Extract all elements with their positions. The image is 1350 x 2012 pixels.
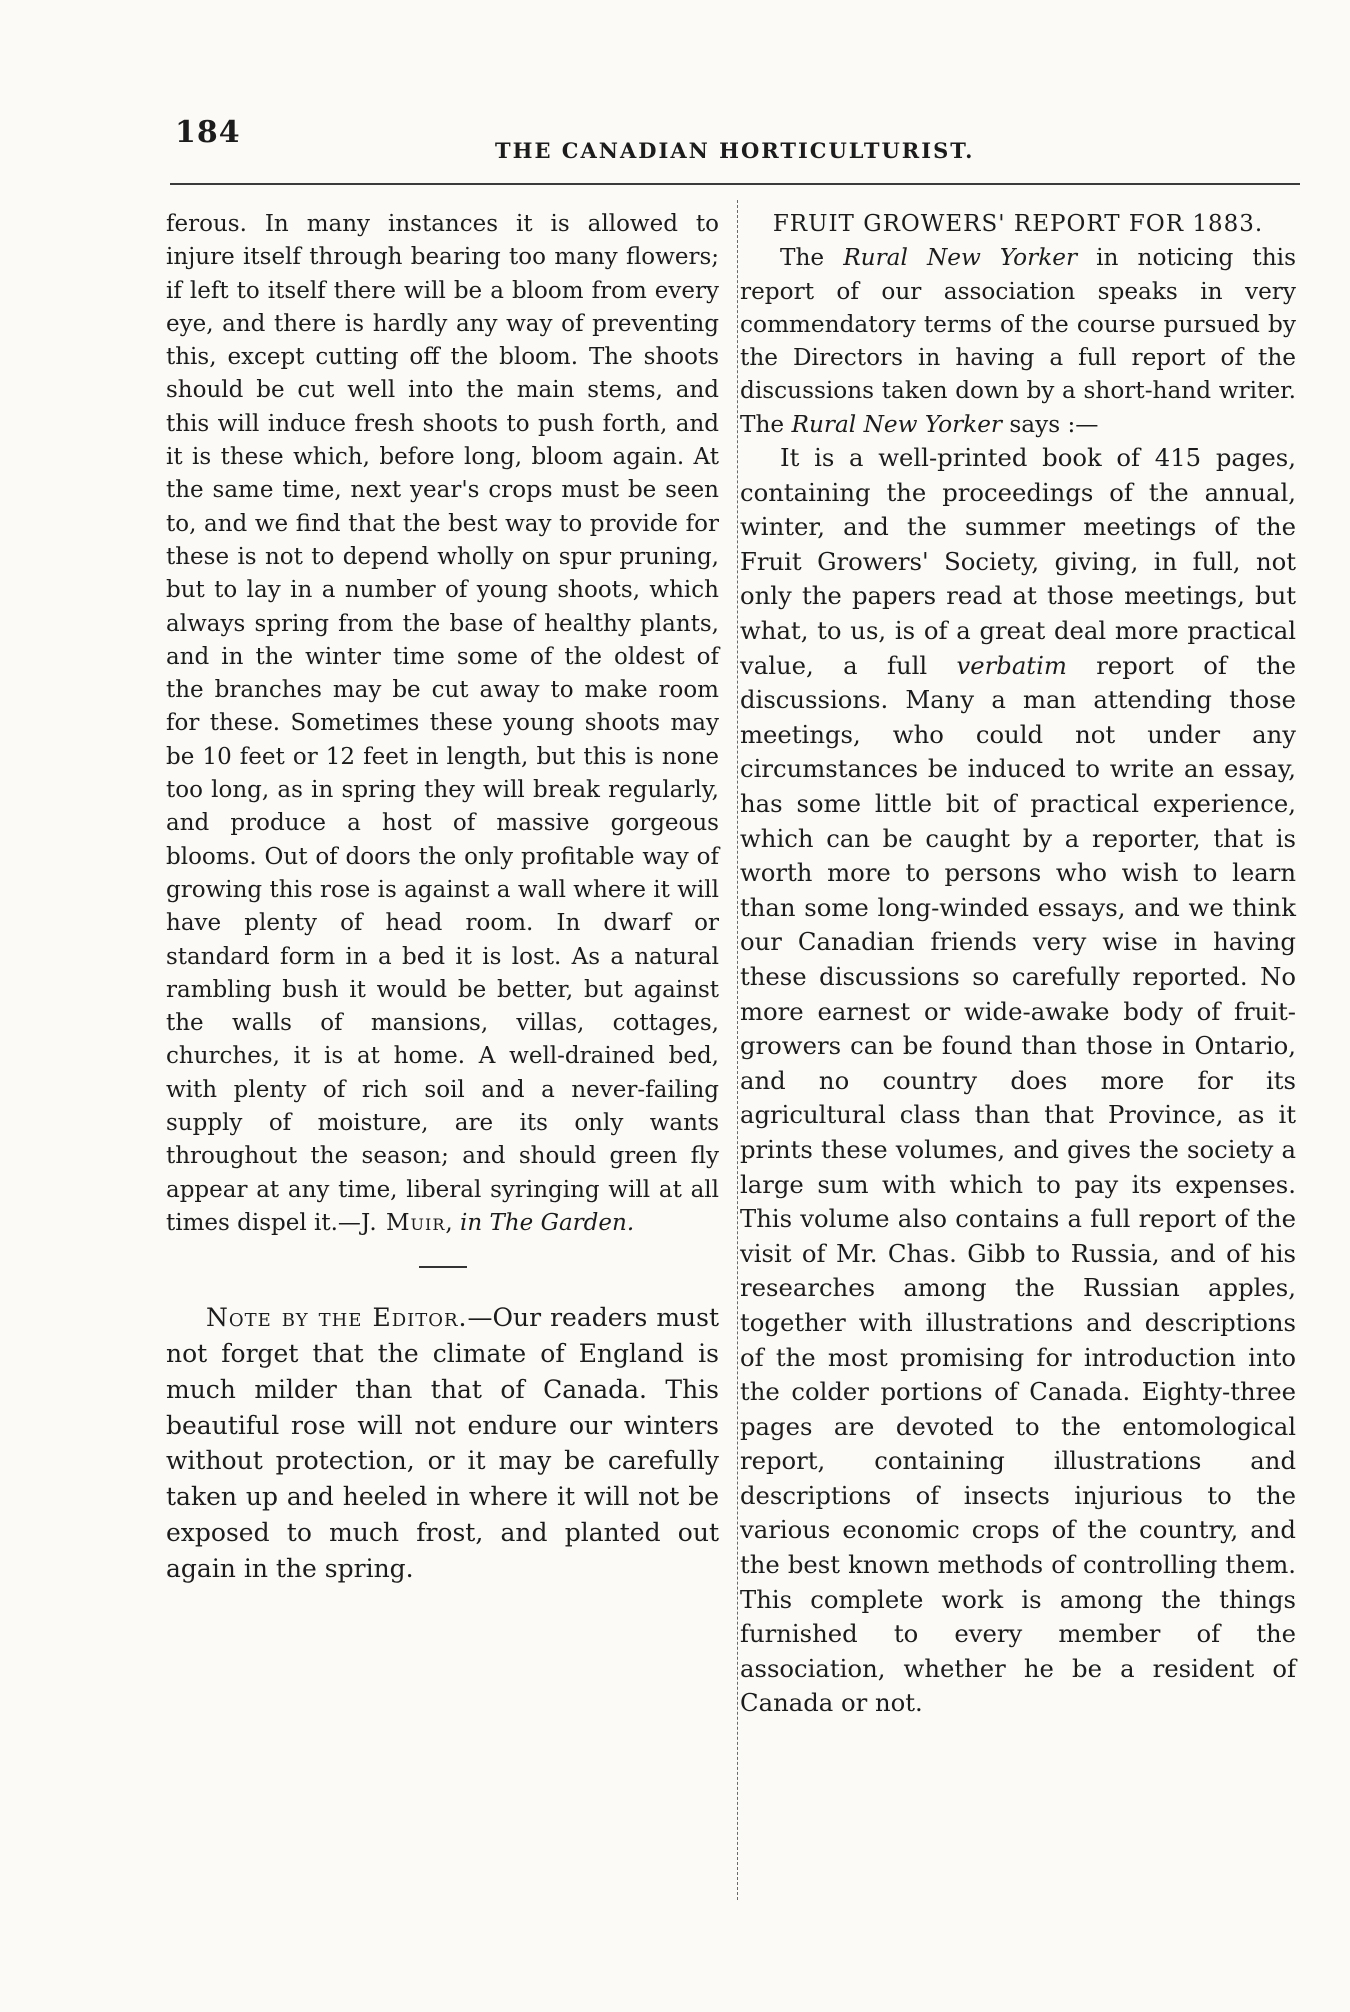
verbatim-word: verbatim	[956, 650, 1067, 680]
editor-note-label: Note by the Editor.	[206, 1303, 468, 1333]
signature-separator: ,	[445, 1209, 461, 1236]
signature-name: J. Muir	[360, 1209, 446, 1236]
intro-text-b: in noticing this report of our association speaks in very commendatory terms of the course pursued by the Directors in having a full report of the discussions taken down by a short-hand writer. The	[740, 244, 1296, 438]
intro-paragraph	[740, 241, 1296, 441]
signature-source: in The Garden.	[460, 1209, 635, 1236]
article-text: ferous. In many instances it is allowed to injure itself through bearing too many flowers; if left to itself there will be a bloom from every eye, and there is hardly any way of preventing this, except cutting off the bloom. The shoots should be cut well into the main stems, and this will induce fresh shoots to push forth, and it is these which, before long, bloom again. At the same time, next year's crops must be seen to, and we find that the best way to provide for these is not to depend wholly on spur pruning, but to lay in a number of young shoots, which always spring from the base of healthy plants, and in the winter time some of the oldest of the branches may be cut away to make room for these. Sometimes these young shoots may be 10 feet or 12 feet in length, but this is none too long, as in spring they will break regularly, and produce a host of massive gorgeous blooms. Out of doors the only profitable way of growing this rose is against a wall where it will have plenty of head room. In dwarf or standard form in a bed it is lost. As a natural rambling bush it would be better, but against the walls of mansions, villas, cottages, churches, it is at home. A well-drained bed, with plenty of rich soil and a never-failing supply of moisture, are its only wants throughout the season; and should green fly appear at any time, liberal syringing will at all times dispel it.—	[166, 211, 719, 1236]
left-column	[166, 208, 719, 1587]
intro-text-c: says :—	[1002, 410, 1099, 438]
header-rule	[170, 183, 1300, 185]
article-paragraph	[166, 208, 719, 1240]
quote-paragraph	[740, 441, 1296, 1721]
running-title: THE CANADIAN HORTICULTURIST.	[495, 138, 975, 163]
publication-name: Rural New Yorker	[843, 244, 1078, 272]
intro-text-a: The	[780, 244, 844, 272]
column-divider	[737, 200, 738, 1900]
quote-text-a: It is a well-printed book of 415 pages, containing the proceedings of the annual, winter, and the summer meetings of the Fruit Growers' Society, giving, in full, not only the papers read at those meetings, but what, to us, is of a great deal more practical value, a full	[740, 443, 1296, 680]
editor-note	[166, 1300, 719, 1586]
section-title: FRUIT GROWERS' REPORT FOR 1883.	[772, 211, 1264, 237]
quote-text-b: report of the discussions. Many a man attending those meetings, who could not under any circumstances be induced to write an essay, has some little bit of practical experience, which can be caught by a reporter, that is worth more to persons who wish to learn than some long-winded essays, and we think our Canadian friends very wise in having these discussions so carefully reported. No more earnest or wide-awake body of fruit-growers can be found than those in Ontario, and no country does more for its agricultural class than that Province, as it prints these volumes, and gives the society a large sum with which to pay its expenses. This volume also contains a full report of the visit of Mr. Chas. Gibb to Russia, and of his researches among the Russian apples, together with illustrations and descriptions of the most promising for introduction into the colder portions of Canada. Eighty-three pages are devoted to the entomological report, containing illustrations and descriptions of insects injurious to the various economic crops of the country, and the best known methods of controlling them. This complete work is among the things furnished to every member of the association, whether he be a resident of Canada or not.	[740, 650, 1296, 1718]
right-column	[740, 208, 1296, 1721]
section-separator	[419, 1266, 467, 1268]
page-number: 184	[175, 115, 241, 150]
publication-name-2: Rural New Yorker	[791, 410, 1003, 438]
editor-note-text: —Our readers must not forget that the climate of England is much milder than that of Canada. This beautiful rose will not endure our winters without protection, or it may be carefully taken up and heeled in where it will not be exposed to much frost, and planted out again in the spring.	[166, 1303, 719, 1583]
